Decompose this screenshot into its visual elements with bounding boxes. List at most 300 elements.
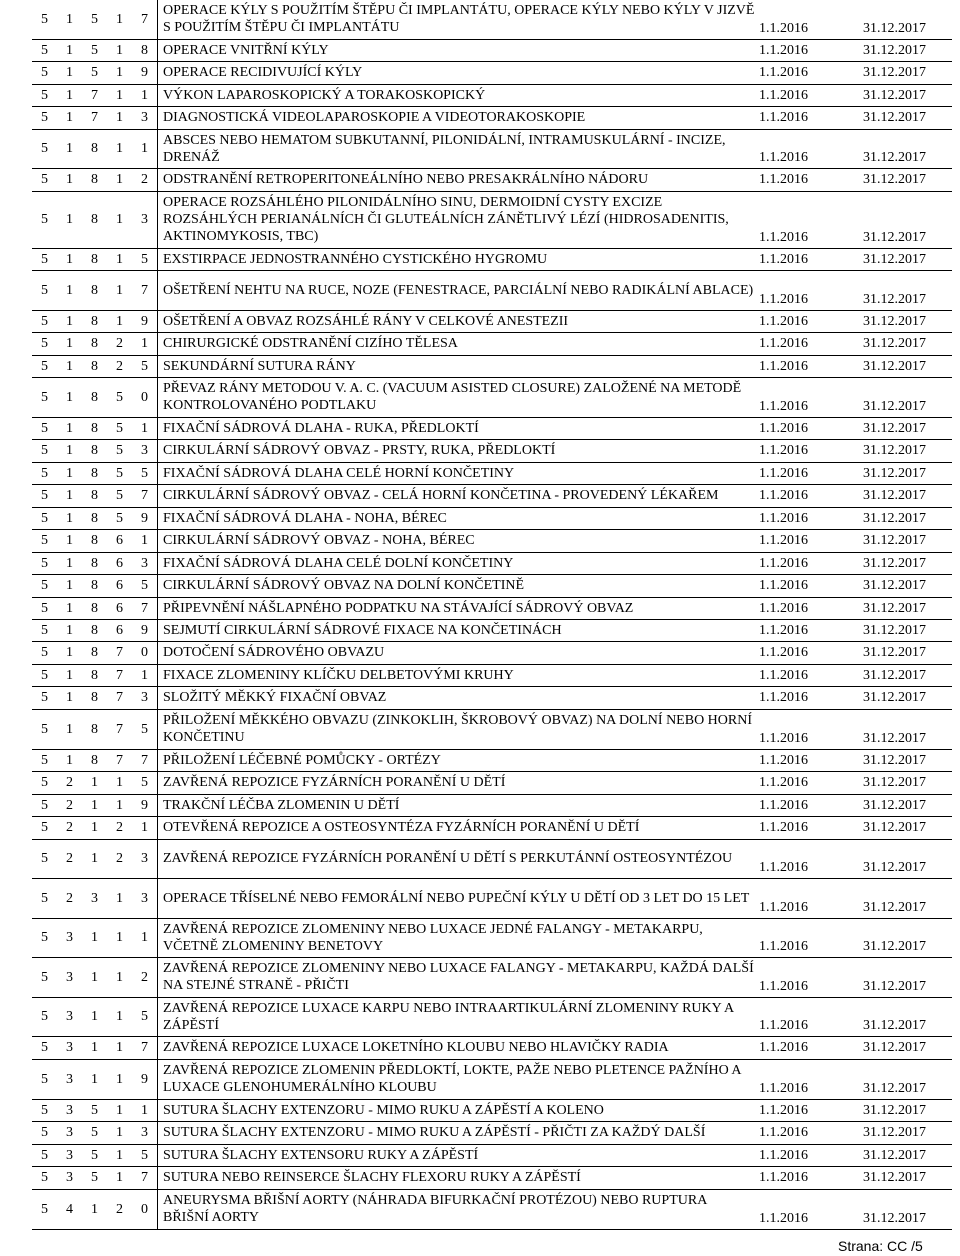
code-digit-2: 2	[57, 878, 82, 918]
code-digit-4: 1	[107, 1059, 132, 1099]
code-digit-5: 5	[132, 1144, 158, 1166]
valid-from-date: 1.1.2016	[759, 191, 863, 248]
valid-to-date: 31.12.2017	[863, 191, 952, 248]
code-digit-4: 7	[107, 749, 132, 771]
table-row	[32, 248, 952, 270]
table-body	[32, 0, 952, 1229]
code-digit-2: 1	[57, 749, 82, 771]
procedure-description: OPERACE VNITŘNÍ KÝLY	[158, 39, 760, 61]
code-digit-3: 8	[82, 507, 107, 529]
code-digit-1: 5	[32, 529, 57, 552]
valid-from-date: 1.1.2016	[759, 839, 863, 878]
code-digit-3: 8	[82, 270, 107, 310]
code-digit-5: 3	[132, 552, 158, 574]
code-digit-5: 9	[132, 794, 158, 816]
valid-to-date: 31.12.2017	[863, 332, 952, 355]
code-digit-5: 7	[132, 270, 158, 310]
code-digit-2: 1	[57, 484, 82, 507]
valid-to-date: 31.12.2017	[863, 129, 952, 168]
valid-from-date: 1.1.2016	[759, 106, 863, 129]
procedure-description: DOTOČENÍ SÁDROVÉHO OBVAZU	[158, 641, 760, 664]
table-row	[32, 39, 952, 61]
code-digit-1: 5	[32, 1059, 57, 1099]
valid-to-date: 31.12.2017	[863, 878, 952, 918]
code-digit-1: 5	[32, 597, 57, 619]
table-row	[32, 168, 952, 191]
code-digit-1: 5	[32, 106, 57, 129]
valid-from-date: 1.1.2016	[759, 641, 863, 664]
code-digit-3: 8	[82, 574, 107, 597]
procedure-description: OPERACE RECIDIVUJÍCÍ KÝLY	[158, 61, 760, 84]
valid-to-date: 31.12.2017	[863, 417, 952, 439]
table-row	[32, 878, 952, 918]
code-digit-2: 1	[57, 191, 82, 248]
table-row	[32, 129, 952, 168]
valid-from-date: 1.1.2016	[759, 794, 863, 816]
valid-to-date: 31.12.2017	[863, 997, 952, 1036]
procedure-description: ZAVŘENÁ REPOZICE ZLOMENINY NEBO LUXACE FALANGY - METAKARPU, KAŽDÁ DALŠÍ NA STEJNÉ STRANĚ - PŘIČTI	[158, 957, 760, 997]
code-digit-2: 1	[57, 417, 82, 439]
procedure-description: DIAGNOSTICKÁ VIDEOLAPAROSKOPIE A VIDEOTORAKOSKOPIE	[158, 106, 760, 129]
code-digit-5: 1	[132, 129, 158, 168]
valid-to-date: 31.12.2017	[863, 641, 952, 664]
valid-from-date: 1.1.2016	[759, 417, 863, 439]
valid-to-date: 31.12.2017	[863, 1166, 952, 1189]
code-digit-2: 3	[57, 1036, 82, 1059]
code-digit-5: 5	[132, 709, 158, 749]
procedure-description: SEKUNDÁRNÍ SUTURA RÁNY	[158, 355, 760, 377]
table-row	[32, 61, 952, 84]
code-digit-3: 1	[82, 771, 107, 794]
procedure-description: OŠETŘENÍ A OBVAZ ROZSÁHLÉ RÁNY V CELKOVÉ ANESTEZII	[158, 310, 760, 332]
code-digit-5: 1	[132, 332, 158, 355]
procedure-description: FIXAČNÍ SÁDROVÁ DLAHA - RUKA, PŘEDLOKTÍ	[158, 417, 760, 439]
valid-from-date: 1.1.2016	[759, 0, 863, 39]
procedure-description: TRAKČNÍ LÉČBA ZLOMENIN U DĚTÍ	[158, 794, 760, 816]
code-digit-3: 8	[82, 417, 107, 439]
code-digit-4: 1	[107, 997, 132, 1036]
valid-to-date: 31.12.2017	[863, 439, 952, 462]
code-digit-1: 5	[32, 619, 57, 641]
code-digit-5: 0	[132, 1189, 158, 1229]
code-digit-4: 1	[107, 878, 132, 918]
code-digit-4: 7	[107, 664, 132, 686]
table-row	[32, 1036, 952, 1059]
code-digit-3: 8	[82, 332, 107, 355]
valid-to-date: 31.12.2017	[863, 664, 952, 686]
code-digit-3: 8	[82, 355, 107, 377]
procedure-description: PŘILOŽENÍ LÉČEBNÉ POMŮCKY - ORTÉZY	[158, 749, 760, 771]
code-digit-3: 8	[82, 377, 107, 417]
code-digit-3: 8	[82, 529, 107, 552]
code-digit-2: 1	[57, 462, 82, 484]
table-row	[32, 484, 952, 507]
code-digit-4: 1	[107, 794, 132, 816]
code-digit-5: 2	[132, 957, 158, 997]
valid-from-date: 1.1.2016	[759, 462, 863, 484]
code-digit-5: 9	[132, 1059, 158, 1099]
valid-from-date: 1.1.2016	[759, 552, 863, 574]
code-digit-2: 1	[57, 507, 82, 529]
code-digit-3: 8	[82, 462, 107, 484]
valid-from-date: 1.1.2016	[759, 129, 863, 168]
code-digit-4: 6	[107, 597, 132, 619]
code-digit-4: 5	[107, 377, 132, 417]
table-row	[32, 462, 952, 484]
valid-from-date: 1.1.2016	[759, 686, 863, 709]
table-row	[32, 957, 952, 997]
valid-to-date: 31.12.2017	[863, 1121, 952, 1144]
valid-from-date: 1.1.2016	[759, 574, 863, 597]
code-digit-5: 9	[132, 61, 158, 84]
code-digit-3: 8	[82, 641, 107, 664]
valid-from-date: 1.1.2016	[759, 1166, 863, 1189]
code-digit-5: 2	[132, 168, 158, 191]
valid-from-date: 1.1.2016	[759, 1099, 863, 1121]
code-digit-3: 8	[82, 597, 107, 619]
code-digit-5: 7	[132, 749, 158, 771]
code-digit-3: 8	[82, 439, 107, 462]
procedure-description: EXSTIRPACE JEDNOSTRANNÉHO CYSTICKÉHO HYGROMU	[158, 248, 760, 270]
table-row	[32, 918, 952, 957]
code-digit-3: 8	[82, 129, 107, 168]
procedure-description: CHIRURGICKÉ ODSTRANĚNÍ CIZÍHO TĚLESA	[158, 332, 760, 355]
valid-to-date: 31.12.2017	[863, 816, 952, 839]
code-digit-5: 5	[132, 462, 158, 484]
code-digit-5: 1	[132, 529, 158, 552]
code-digit-1: 5	[32, 129, 57, 168]
code-digit-5: 3	[132, 191, 158, 248]
valid-to-date: 31.12.2017	[863, 597, 952, 619]
code-digit-3: 1	[82, 1036, 107, 1059]
code-digit-5: 1	[132, 664, 158, 686]
valid-from-date: 1.1.2016	[759, 168, 863, 191]
code-digit-1: 5	[32, 191, 57, 248]
code-digit-4: 1	[107, 191, 132, 248]
table-row	[32, 619, 952, 641]
code-digit-1: 5	[32, 507, 57, 529]
table-row	[32, 771, 952, 794]
code-digit-4: 1	[107, 1036, 132, 1059]
table-row	[32, 332, 952, 355]
code-digit-1: 5	[32, 1166, 57, 1189]
procedure-description: VÝKON LAPAROSKOPICKÝ A TORAKOSKOPICKÝ	[158, 84, 760, 106]
code-digit-2: 2	[57, 794, 82, 816]
code-digit-5: 3	[132, 439, 158, 462]
code-digit-5: 1	[132, 84, 158, 106]
table-row	[32, 552, 952, 574]
code-digit-2: 1	[57, 597, 82, 619]
table-row	[32, 1189, 952, 1229]
valid-from-date: 1.1.2016	[759, 377, 863, 417]
code-digit-4: 5	[107, 507, 132, 529]
valid-to-date: 31.12.2017	[863, 794, 952, 816]
code-digit-2: 3	[57, 997, 82, 1036]
code-digit-5: 3	[132, 686, 158, 709]
table-row	[32, 664, 952, 686]
code-digit-1: 5	[32, 84, 57, 106]
table-row	[32, 641, 952, 664]
code-digit-1: 5	[32, 355, 57, 377]
valid-to-date: 31.12.2017	[863, 619, 952, 641]
valid-from-date: 1.1.2016	[759, 1059, 863, 1099]
table-row	[32, 686, 952, 709]
valid-to-date: 31.12.2017	[863, 0, 952, 39]
code-digit-1: 5	[32, 1189, 57, 1229]
procedure-description: SLOŽITÝ MĚKKÝ FIXAČNÍ OBVAZ	[158, 686, 760, 709]
code-digit-1: 5	[32, 1121, 57, 1144]
code-digit-4: 6	[107, 574, 132, 597]
table-row	[32, 1144, 952, 1166]
code-digit-3: 7	[82, 106, 107, 129]
code-digit-4: 1	[107, 84, 132, 106]
code-digit-4: 1	[107, 39, 132, 61]
code-digit-4: 2	[107, 839, 132, 878]
valid-to-date: 31.12.2017	[863, 310, 952, 332]
valid-from-date: 1.1.2016	[759, 1189, 863, 1229]
procedure-description: FIXACE ZLOMENINY KLÍČKU DELBETOVÝMI KRUHY	[158, 664, 760, 686]
code-digit-5: 3	[132, 1121, 158, 1144]
procedure-description: SUTURA ŠLACHY EXTENZORU - MIMO RUKU A ZÁPĚSTÍ A KOLENO	[158, 1099, 760, 1121]
valid-to-date: 31.12.2017	[863, 84, 952, 106]
code-digit-5: 0	[132, 377, 158, 417]
code-digit-2: 2	[57, 839, 82, 878]
valid-from-date: 1.1.2016	[759, 484, 863, 507]
code-digit-2: 1	[57, 529, 82, 552]
valid-to-date: 31.12.2017	[863, 377, 952, 417]
code-digit-3: 8	[82, 248, 107, 270]
valid-from-date: 1.1.2016	[759, 439, 863, 462]
code-digit-2: 3	[57, 1121, 82, 1144]
code-digit-2: 3	[57, 1099, 82, 1121]
code-digit-5: 0	[132, 641, 158, 664]
code-digit-1: 5	[32, 771, 57, 794]
valid-to-date: 31.12.2017	[863, 529, 952, 552]
procedure-description: ABSCES NEBO HEMATOM SUBKUTANNÍ, PILONIDÁLNÍ, INTRAMUSKULÁRNÍ - INCIZE, DRENÁŽ	[158, 129, 760, 168]
code-digit-5: 1	[132, 1099, 158, 1121]
table-row	[32, 0, 952, 39]
code-digit-1: 5	[32, 484, 57, 507]
code-digit-3: 8	[82, 552, 107, 574]
code-digit-1: 5	[32, 552, 57, 574]
valid-to-date: 31.12.2017	[863, 484, 952, 507]
procedure-description: ODSTRANĚNÍ RETROPERITONEÁLNÍHO NEBO PRESAKRÁLNÍHO NÁDORU	[158, 168, 760, 191]
code-digit-5: 8	[132, 39, 158, 61]
code-digit-4: 5	[107, 439, 132, 462]
code-digit-2: 1	[57, 377, 82, 417]
procedure-description: OŠETŘENÍ NEHTU NA RUCE, NOZE (FENESTRACE, PARCIÁLNÍ NEBO RADIKÁLNÍ ABLACE)	[158, 270, 760, 310]
code-digit-2: 1	[57, 61, 82, 84]
code-digit-2: 3	[57, 918, 82, 957]
code-digit-4: 1	[107, 1121, 132, 1144]
code-digit-1: 5	[32, 816, 57, 839]
code-digit-3: 1	[82, 839, 107, 878]
valid-from-date: 1.1.2016	[759, 597, 863, 619]
table-row	[32, 84, 952, 106]
code-digit-1: 5	[32, 377, 57, 417]
procedure-description: ZAVŘENÁ REPOZICE ZLOMENIN PŘEDLOKTÍ, LOKTE, PAŽE NEBO PLETENCE PAŽNÍHO A LUXACE GLENOHUMERÁLNÍHO KLOUBU	[158, 1059, 760, 1099]
code-digit-3: 8	[82, 686, 107, 709]
table-row	[32, 816, 952, 839]
code-digit-5: 3	[132, 106, 158, 129]
code-digit-1: 5	[32, 641, 57, 664]
code-digit-1: 5	[32, 61, 57, 84]
table-row	[32, 794, 952, 816]
procedure-description: CIRKULÁRNÍ SÁDROVÝ OBVAZ NA DOLNÍ KONČETINĚ	[158, 574, 760, 597]
code-digit-4: 1	[107, 61, 132, 84]
code-digit-2: 1	[57, 439, 82, 462]
valid-to-date: 31.12.2017	[863, 771, 952, 794]
code-digit-1: 5	[32, 1099, 57, 1121]
valid-from-date: 1.1.2016	[759, 355, 863, 377]
code-digit-4: 7	[107, 641, 132, 664]
code-digit-4: 1	[107, 129, 132, 168]
code-digit-4: 5	[107, 462, 132, 484]
valid-from-date: 1.1.2016	[759, 84, 863, 106]
valid-from-date: 1.1.2016	[759, 248, 863, 270]
code-digit-5: 7	[132, 1166, 158, 1189]
code-digit-2: 3	[57, 1166, 82, 1189]
procedure-description: FIXAČNÍ SÁDROVÁ DLAHA CELÉ HORNÍ KONČETINY	[158, 462, 760, 484]
code-digit-5: 7	[132, 597, 158, 619]
valid-from-date: 1.1.2016	[759, 957, 863, 997]
code-digit-2: 1	[57, 0, 82, 39]
code-digit-5: 3	[132, 878, 158, 918]
code-digit-5: 9	[132, 507, 158, 529]
code-digit-4: 6	[107, 529, 132, 552]
procedure-description: ZAVŘENÁ REPOZICE ZLOMENINY NEBO LUXACE JEDNÉ FALANGY - METAKARPU, VČETNĚ ZLOMENINY BENETOVY	[158, 918, 760, 957]
table-row	[32, 377, 952, 417]
code-digit-4: 1	[107, 771, 132, 794]
code-digit-2: 2	[57, 816, 82, 839]
code-digit-5: 9	[132, 619, 158, 641]
table-row	[32, 355, 952, 377]
code-digit-2: 1	[57, 664, 82, 686]
code-digit-4: 7	[107, 709, 132, 749]
code-digit-4: 7	[107, 686, 132, 709]
code-digit-4: 1	[107, 1099, 132, 1121]
code-digit-3: 5	[82, 1099, 107, 1121]
valid-from-date: 1.1.2016	[759, 749, 863, 771]
procedure-description: SUTURA NEBO REINSERCE ŠLACHY FLEXORU RUKY A ZÁPĚSTÍ	[158, 1166, 760, 1189]
table-row	[32, 439, 952, 462]
valid-to-date: 31.12.2017	[863, 61, 952, 84]
code-digit-2: 1	[57, 619, 82, 641]
code-digit-5: 5	[132, 997, 158, 1036]
procedure-description: CIRKULÁRNÍ SÁDROVÝ OBVAZ - PRSTY, RUKA, PŘEDLOKTÍ	[158, 439, 760, 462]
code-digit-3: 1	[82, 816, 107, 839]
code-digit-3: 1	[82, 1059, 107, 1099]
code-digit-1: 5	[32, 417, 57, 439]
valid-to-date: 31.12.2017	[863, 1099, 952, 1121]
table-row	[32, 749, 952, 771]
table-row	[32, 529, 952, 552]
code-digit-4: 1	[107, 270, 132, 310]
code-digit-4: 2	[107, 355, 132, 377]
code-digit-5: 9	[132, 310, 158, 332]
table-row	[32, 507, 952, 529]
code-digit-3: 5	[82, 1121, 107, 1144]
procedure-description: FIXAČNÍ SÁDROVÁ DLAHA CELÉ DOLNÍ KONČETINY	[158, 552, 760, 574]
code-digit-3: 3	[82, 878, 107, 918]
code-digit-2: 3	[57, 957, 82, 997]
code-digit-2: 3	[57, 1059, 82, 1099]
code-digit-1: 5	[32, 794, 57, 816]
code-digit-4: 1	[107, 310, 132, 332]
code-digit-3: 1	[82, 794, 107, 816]
code-digit-5: 1	[132, 918, 158, 957]
code-digit-5: 5	[132, 574, 158, 597]
code-digit-3: 5	[82, 39, 107, 61]
code-digit-5: 7	[132, 1036, 158, 1059]
code-digit-1: 5	[32, 749, 57, 771]
code-digit-3: 1	[82, 918, 107, 957]
code-digit-1: 5	[32, 997, 57, 1036]
valid-to-date: 31.12.2017	[863, 552, 952, 574]
valid-from-date: 1.1.2016	[759, 664, 863, 686]
code-digit-2: 1	[57, 168, 82, 191]
page-footer: Strana: CC /5	[838, 1238, 923, 1254]
valid-from-date: 1.1.2016	[759, 529, 863, 552]
procedure-description: SUTURA ŠLACHY EXTENSORU RUKY A ZÁPĚSTÍ	[158, 1144, 760, 1166]
valid-from-date: 1.1.2016	[759, 619, 863, 641]
code-digit-2: 1	[57, 84, 82, 106]
code-digit-4: 1	[107, 248, 132, 270]
code-digit-2: 1	[57, 270, 82, 310]
valid-from-date: 1.1.2016	[759, 709, 863, 749]
code-digit-1: 5	[32, 709, 57, 749]
code-digit-4: 1	[107, 168, 132, 191]
valid-to-date: 31.12.2017	[863, 1144, 952, 1166]
code-digit-1: 5	[32, 0, 57, 39]
valid-from-date: 1.1.2016	[759, 816, 863, 839]
code-digit-3: 8	[82, 709, 107, 749]
procedure-description: OPERACE ROZSÁHLÉHO PILONIDÁLNÍHO SINU, DERMOIDNÍ CYSTY EXCIZE ROZSÁHLÝCH PERIANÁLNÍCH ČI GLUTEÁLNÍCH ZÁNĚTLIVÝ LÉZÍ (HIDROSADENITIS, AKTINOMYKOSIS, TBC)	[158, 191, 760, 248]
valid-to-date: 31.12.2017	[863, 39, 952, 61]
code-digit-3: 8	[82, 664, 107, 686]
code-digit-4: 1	[107, 106, 132, 129]
code-digit-1: 5	[32, 310, 57, 332]
code-digit-1: 5	[32, 462, 57, 484]
code-digit-1: 5	[32, 1144, 57, 1166]
code-digit-2: 1	[57, 709, 82, 749]
table-row	[32, 709, 952, 749]
code-digit-4: 6	[107, 552, 132, 574]
code-digit-5: 5	[132, 248, 158, 270]
code-digit-3: 1	[82, 957, 107, 997]
code-digit-4: 1	[107, 0, 132, 39]
valid-from-date: 1.1.2016	[759, 61, 863, 84]
table-row	[32, 997, 952, 1036]
valid-from-date: 1.1.2016	[759, 270, 863, 310]
code-digit-4: 1	[107, 918, 132, 957]
valid-to-date: 31.12.2017	[863, 574, 952, 597]
code-digit-1: 5	[32, 332, 57, 355]
valid-to-date: 31.12.2017	[863, 462, 952, 484]
valid-from-date: 1.1.2016	[759, 1036, 863, 1059]
valid-to-date: 31.12.2017	[863, 355, 952, 377]
table-row	[32, 839, 952, 878]
code-digit-3: 5	[82, 61, 107, 84]
code-digit-4: 2	[107, 816, 132, 839]
code-digit-3: 8	[82, 168, 107, 191]
procedure-code-table	[32, 0, 952, 1230]
procedure-description: PŘEVAZ RÁNY METODOU V. A. C. (VACUUM ASISTED CLOSURE) ZALOŽENÉ NA METODĚ KONTROLOVANÉHO PODTLAKU	[158, 377, 760, 417]
code-digit-3: 5	[82, 0, 107, 39]
code-digit-1: 5	[32, 878, 57, 918]
procedure-description: CIRKULÁRNÍ SÁDROVÝ OBVAZ - CELÁ HORNÍ KONČETINA - PROVEDENÝ LÉKAŘEM	[158, 484, 760, 507]
valid-from-date: 1.1.2016	[759, 310, 863, 332]
